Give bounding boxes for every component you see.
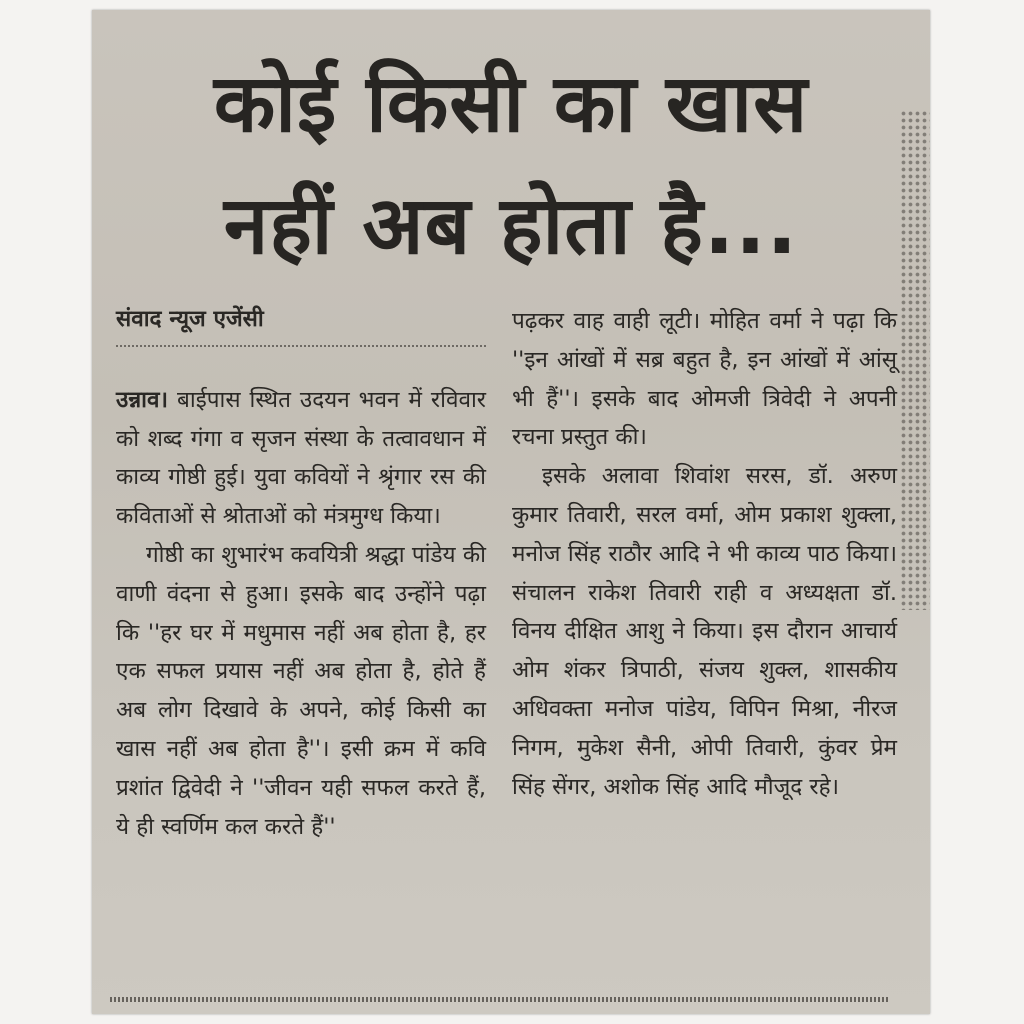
newspaper-clipping bbox=[92, 10, 930, 1014]
left-paragraph-1 bbox=[116, 381, 486, 536]
left-paragraph-2: गोष्ठी का शुभारंभ कवयित्री श्रद्धा पांडेय की वाणी वंदना से हुआ। इसके बाद उन्होंने पढ़ा कि ''हर घर में मधुमास नहीं अब होता है, हर एक सफल प्रयास नहीं अब होता है, होते हैं अब लोग दिखावे के अपने, कोई किसी का खास नहीं अब होता है''। इसी क्रम में कवि प्रशांत द्विवेदी ने ''जीवन यही सफल करते हैं, ये ही स्वर्णिम कल करते हैं'' bbox=[116, 541, 486, 840]
headline-line-2: नहीं अब होता है... bbox=[223, 179, 799, 272]
right-column bbox=[512, 302, 897, 806]
headline-line-1: कोई किसी का खास bbox=[213, 57, 809, 150]
right-paragraph-1: पढ़कर वाह वाही लूटी। मोहित वर्मा ने पढ़ा कि ''इन आंखों में सब्र बहुत है, इन आंखों में आंसू भी हैं''। इसके बाद ओमजी त्रिवेदी ने अपनी रचना प्रस्तुत की। bbox=[512, 308, 897, 451]
left-column bbox=[116, 300, 486, 846]
dateline: उन्नाव। bbox=[116, 386, 169, 413]
byline: संवाद न्यूज एजेंसी bbox=[116, 300, 486, 347]
bottom-rule bbox=[110, 997, 890, 1002]
right-paragraph-2: इसके अलावा शिवांश सरस, डॉ. अरुण कुमार तिवारी, सरल वर्मा, ओम प्रकाश शुक्ला, मनोज सिंह राठौर आदि ने भी काव्य पाठ किया। संचालन राकेश तिवारी राही व अध्यक्षता डॉ. विनय दीक्षित आशु ने किया। इस दौरान आचार्य ओम शंकर त्रिपाठी, संजय शुक्ल, शासकीय अधिवक्ता मनोज पांडेय, विपिन मिश्रा, नीरज निगम, मुकेश सैनी, ओपी तिवारी, कुंवर प्रेम सिंह सेंगर, अशोक सिंह आदि मौजूद रहे। bbox=[512, 463, 897, 800]
left-paragraph-1-text: बाईपास स्थित उदयन भवन में रविवार को शब्द गंगा व सृजन संस्था के तत्वावधान में काव्य गोष्ठी हुई। युवा कवियों ने श्रृंगार रस की कविताओं से श्रोताओं को मंत्रमुग्ध किया। bbox=[116, 386, 486, 530]
